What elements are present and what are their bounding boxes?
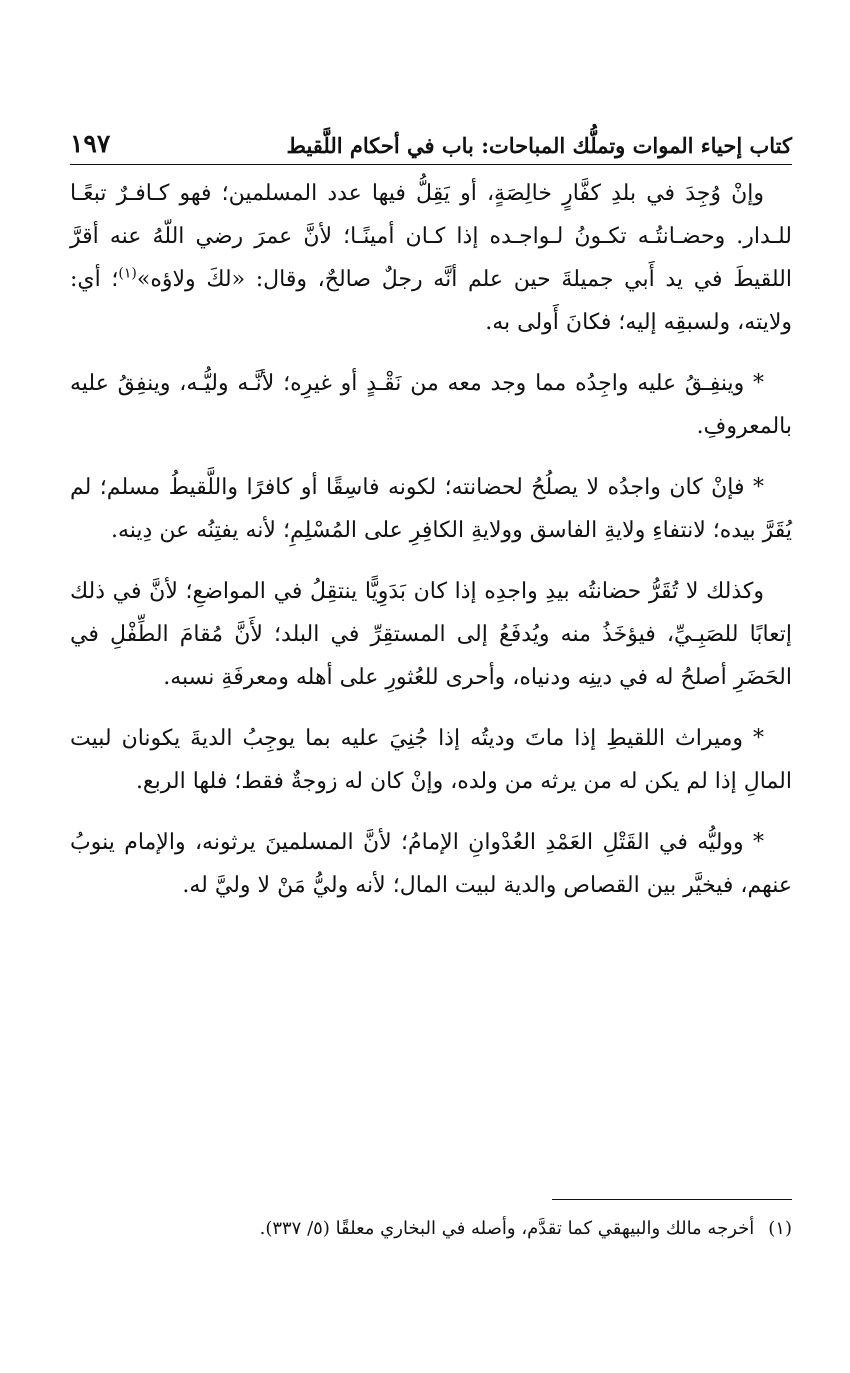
paragraph-2 <box>70 362 792 448</box>
paragraph-1 <box>70 172 792 344</box>
footnote-text: أخرجه مالك والبيهقي كما تقدَّم، وأصله في البخاري معلقًا (٥/ ٣٣٧). <box>259 1218 755 1239</box>
footnote-marker: (١) <box>768 1218 792 1239</box>
main-text <box>70 172 792 925</box>
paragraph-text: ؛ أي: ولايته، ولسبقِه إليه؛ فكانَ أَولى به. <box>70 267 792 335</box>
paragraph-text: * ووليُّه في القَتْلِ العَمْدِ العُدْوانِ الإمامُ؛ لأنَّ المسلمينَ يرثونه، والإمام ينوبُ عنهم، فيخيَّر بين القصاص والدية لبيت المال؛ لأنه وليُّ مَنْ لا وليَّ له. <box>70 830 792 898</box>
paragraph-6 <box>70 821 792 907</box>
footnote-reference: (١) <box>118 265 137 282</box>
footnote-separator <box>552 1199 792 1200</box>
running-title: كتاب إحياء الموات وتملُّك المباحات: باب في أحكام اللَّقيط <box>286 133 792 158</box>
paragraph-text: * فإنْ كان واجدُه لا يصلُحُ لحضانته؛ لكونه فاسِقًا أو كافرًا واللَّقيطُ مسلم؛ لم يُقَرَّ بيده؛ لانتفاءِ ولايةِ الفاسق وولايةِ الكافِرِ على المُسْلِمِ؛ لأنه يفتِنُه عن دِينه. <box>70 475 792 543</box>
paragraph-text: وكذلك لا تُقَرُّ حضانتُه بيدِ واجدِه إذا كان بَدَوِيًّا ينتقِلُ في المواضعِ؛ لأنَّ في ذلك إتعابًا للصَبِـيِّ، فيؤخَذُ منه ويُدفَعُ إلى المستقِرِّ في البلد؛ لأَنَّ مُقامَ الطِّفْلِ في الحَضَرِ أصلحُ له في دينِه ودنياه، وأحرى للعُثورِ على أهله ومعرفَةِ نسبه. <box>70 579 792 690</box>
paragraph-3 <box>70 466 792 552</box>
paragraph-text: * وينفِـقُ عليه واجِدُه مما وجد معه من نَقْـدٍ أو غيرِه؛ لأنَّـه وليُّـه، وينفِقُ عليه بالمعروفِ. <box>70 371 792 439</box>
footnote <box>70 1215 792 1243</box>
paragraph-4 <box>70 570 792 699</box>
page-header <box>70 118 792 165</box>
paragraph-text: وإنْ وُجِدَ في بلدِ كفَّارٍ خالِصَةٍ، أو يَقِلُّ فيها عدد المسلمين؛ فهو كـافـرٌ تبعًـا للـدار. وحضـانتُـه تكـونُ لـواجـده إذا كـان أمينًـا؛ لأنَّ عمرَ رضي اللّهُ عنه أقرَّ اللقيطَ في يد أَبي جميلةَ حين علم أنَّه رجلٌ صالحٌ، وقال: «لكَ ولاؤه» <box>70 181 792 292</box>
paragraph-text: * وميراث اللقيطِ إذا ماتَ وديتُه إذا جُنِيَ عليه بما يوجِبُ الديةَ يكونان لبيت المالِ إذا لم يكن له من يرثه من ولده، وإنْ كان له زوجةٌ فقط؛ فلها الربع. <box>70 726 792 794</box>
paragraph-5 <box>70 717 792 803</box>
page-number: ١٩٧ <box>70 129 111 158</box>
